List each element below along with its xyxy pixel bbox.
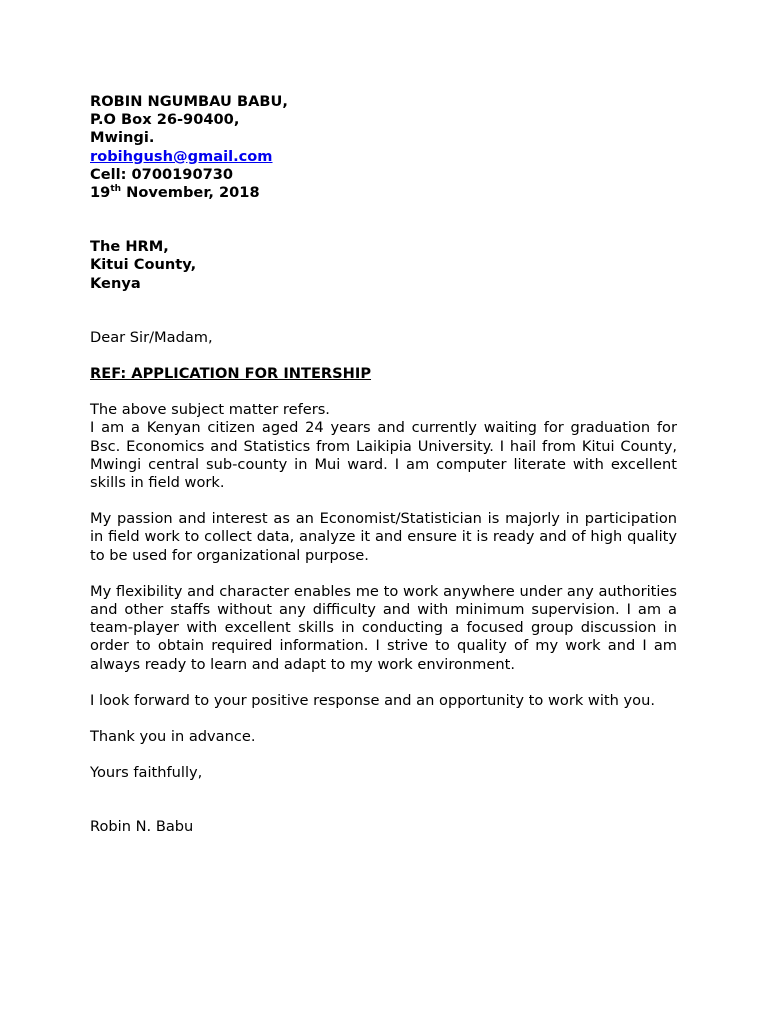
recipient-line-2: Kitui County, xyxy=(90,256,197,274)
letter-page xyxy=(90,93,677,837)
recipient-line-1: The HRM, xyxy=(90,238,169,256)
paragraph-4: I look forward to your positive response and an opportunity to work with you. xyxy=(90,691,655,709)
paragraph-3: My flexibility and character enables me to work anywhere under any authorities and other staffs without any difficulty and with minimum supervision. I am a team-player with excellent skills in conducting a focused group discussion in order to obtain required information. I strive to quality of my work and I am always ready to learn and adapt to my work environment. xyxy=(90,582,677,673)
paragraph-2: My passion and interest as an Economist/Statistician is majorly in participation in field work to collect data, analyze it and ensure it is ready and of high quality to be used for organizational purpose. xyxy=(90,510,677,564)
sender-email-link[interactable]: robihgush@gmail.com xyxy=(90,147,273,165)
salutation: Dear Sir/Madam, xyxy=(90,328,213,346)
recipient-address xyxy=(90,238,677,293)
sender-name: ROBIN NGUMBAU BABU, xyxy=(90,93,288,110)
closing: Yours faithfully, xyxy=(90,764,203,782)
paragraph-1: I am a Kenyan citizen aged 24 years and currently waiting for graduation for Bsc. Economics and Statistics from Laikipia University. I hail from Kitui County, Mwingi central sub-county in Mui ward. I am computer literate with excellent skills in field work. xyxy=(90,419,677,492)
intro-line: The above subject matter refers. xyxy=(90,401,330,419)
sender-town: Mwingi. xyxy=(90,129,155,147)
reference-line: REF: APPLICATION FOR INTERSHIP xyxy=(90,365,372,383)
date-suffix: th xyxy=(110,184,122,195)
sender-cell: Cell: 0700190730 xyxy=(90,165,234,183)
letter-date xyxy=(90,184,677,202)
signature-name: Robin N. Babu xyxy=(90,818,194,836)
date-day: 19 xyxy=(90,184,111,202)
thanks-line: Thank you in advance. xyxy=(90,728,256,746)
sender-po-box: P.O Box 26-90400, xyxy=(90,111,240,129)
sender-address xyxy=(90,93,677,202)
date-rest: November, 2018 xyxy=(121,184,260,202)
recipient-line-3: Kenya xyxy=(90,274,141,292)
